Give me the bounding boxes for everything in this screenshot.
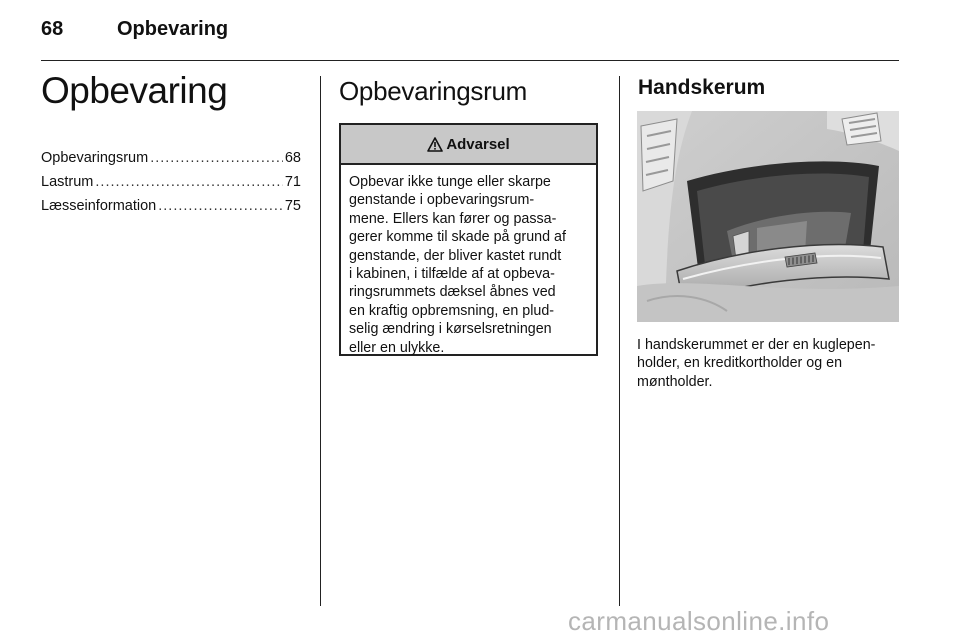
warning-triangle-icon xyxy=(427,137,443,152)
toc-leader-dots xyxy=(95,174,282,190)
warning-text xyxy=(341,165,596,357)
warning-line: eller en ulykke. xyxy=(349,339,445,356)
subsection-title: Handskerum xyxy=(638,76,766,99)
column-divider-right xyxy=(619,76,620,606)
toc-entry-title: Opbevaringsrum xyxy=(41,150,149,166)
warning-line: gerer komme til skade på grund af xyxy=(349,229,566,246)
warning-line: mene. Ellers kan fører og passa- xyxy=(349,210,557,227)
toc-entry-page: 75 xyxy=(284,198,301,214)
header-rule xyxy=(41,60,899,61)
glove-box-illustration xyxy=(637,111,899,322)
warning-line: selig ændring i kørselsretningen xyxy=(349,321,552,338)
toc-entry-laesseinformation[interactable] xyxy=(41,198,301,222)
warning-line: ringsrummets dæksel åbnes ved xyxy=(349,284,556,301)
warning-heading: Advarsel xyxy=(446,135,510,153)
caption-line: holder, en kreditkortholder og en xyxy=(637,355,843,372)
toc-entry-page: 71 xyxy=(284,174,301,190)
toc-entry-opbevaringsrum[interactable] xyxy=(41,150,301,174)
toc-leader-dots xyxy=(150,150,283,166)
chapter-title: Opbevaring xyxy=(41,70,228,111)
caption-line: I handskerummet er der en kuglepen- xyxy=(637,337,876,353)
toc-entry-page: 68 xyxy=(284,150,301,166)
toc-leader-dots xyxy=(158,198,283,214)
warning-line: Opbevar ikke tunge eller skarpe xyxy=(349,174,551,190)
warning-line: genstande, der bliver kastet rundt xyxy=(349,247,562,264)
warning-line: en kraftig opbremsning, en plud- xyxy=(349,302,555,319)
toc-entry-lastrum[interactable] xyxy=(41,174,301,198)
column-divider-left xyxy=(320,76,321,606)
caption-line: møntholder. xyxy=(637,373,713,390)
running-header: Opbevaring xyxy=(117,18,229,40)
warning-header xyxy=(341,125,596,165)
toc-entry-title: Læsseinformation xyxy=(41,198,157,214)
warning-line: i kabinen, i tilfælde af at opbeva- xyxy=(349,266,555,283)
section-title: Opbevaringsrum xyxy=(339,76,527,106)
warning-box xyxy=(339,123,598,356)
glove-box-caption xyxy=(637,336,905,391)
watermark-text: carmanualsonline.info xyxy=(568,606,830,636)
warning-line: genstande i opbevaringsrum- xyxy=(349,192,535,209)
table-of-contents xyxy=(41,150,301,222)
page-number: 68 xyxy=(41,18,64,40)
toc-entry-title: Lastrum xyxy=(41,174,94,190)
